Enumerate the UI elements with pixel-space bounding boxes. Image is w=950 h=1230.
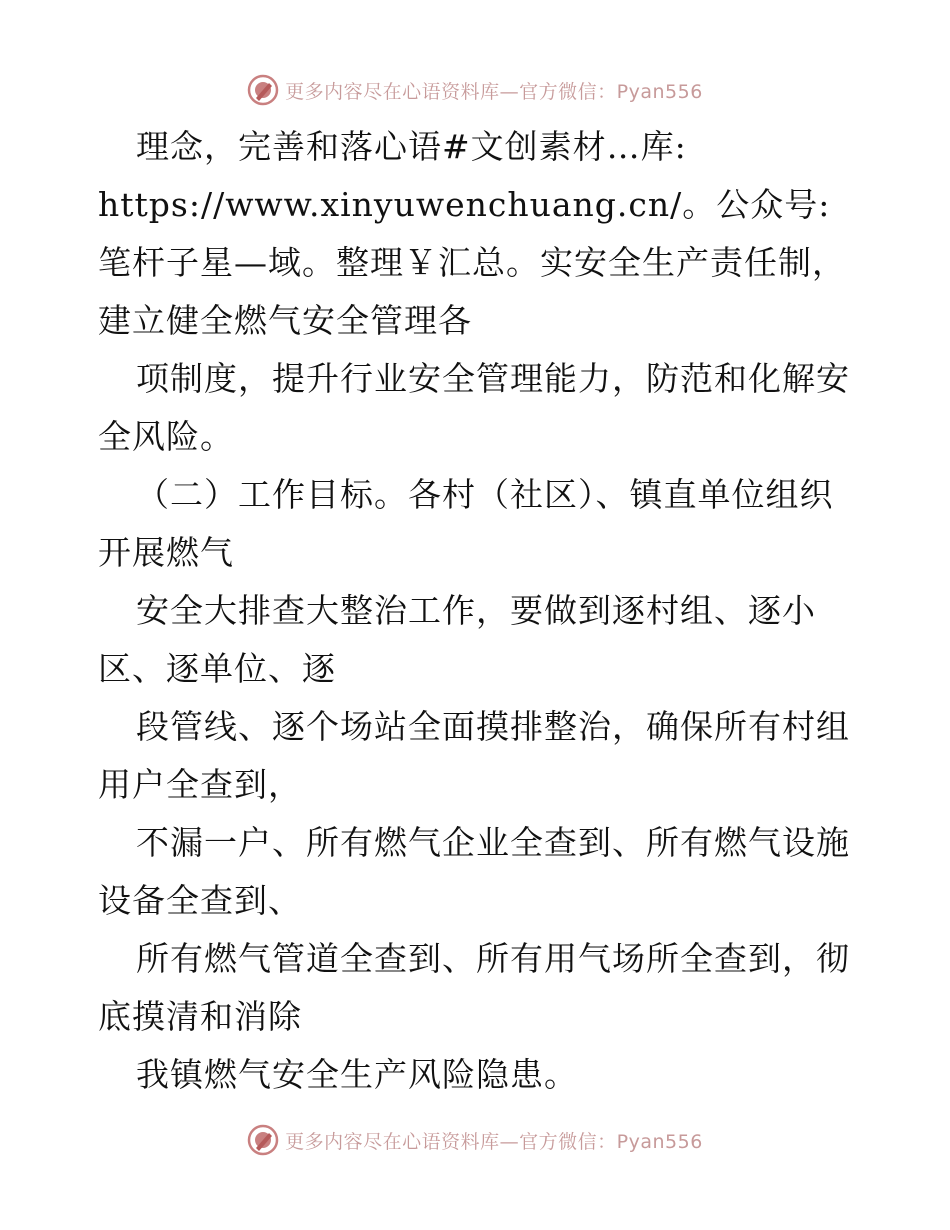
header-watermark-banner: [0, 70, 950, 110]
pen-logo-icon: [247, 74, 279, 106]
footer-watermark-banner: [0, 1120, 950, 1160]
body-paragraph: 安全大排查大整治工作，要做到逐村组、逐小区、逐单位、逐: [98, 591, 816, 688]
document-body: [98, 118, 858, 1104]
footer-banner-id: Pyan556: [616, 1130, 703, 1153]
footer-banner-main: 更多内容尽在心语资料库—官方微信：: [285, 1130, 617, 1153]
body-paragraph: （二）工作目标。各村（社区）、镇直单位组织开展燃气: [98, 475, 834, 572]
body-paragraph: 所有燃气管道全查到、所有用气场所全查到，彻底摸清和消除: [98, 939, 850, 1036]
header-banner-id: Pyan556: [616, 80, 703, 103]
header-banner-main: 更多内容尽在心语资料库—官方微信：: [285, 80, 617, 103]
body-paragraph: 理念，完善和落心语#文创素材…库: https://www.xinyuwenchuang.cn/。公众号: 笔杆子星—域。整理￥汇总。实安全生产责任制，建立健全燃气安全管理各: [98, 127, 846, 340]
body-paragraph: 不漏一户、所有燃气企业全查到、所有燃气设施设备全查到、: [98, 823, 850, 920]
pen-logo-icon: [247, 1124, 279, 1156]
header-banner-text: [285, 77, 703, 104]
body-paragraph: 我镇燃气安全生产风险隐患。: [136, 1055, 578, 1094]
body-paragraph: 项制度，提升行业安全管理能力，防范和化解安全风险。: [98, 359, 850, 456]
body-paragraph: 段管线、逐个场站全面摸排整治，确保所有村组用户全查到，: [98, 707, 850, 804]
footer-banner-text: [285, 1127, 703, 1154]
